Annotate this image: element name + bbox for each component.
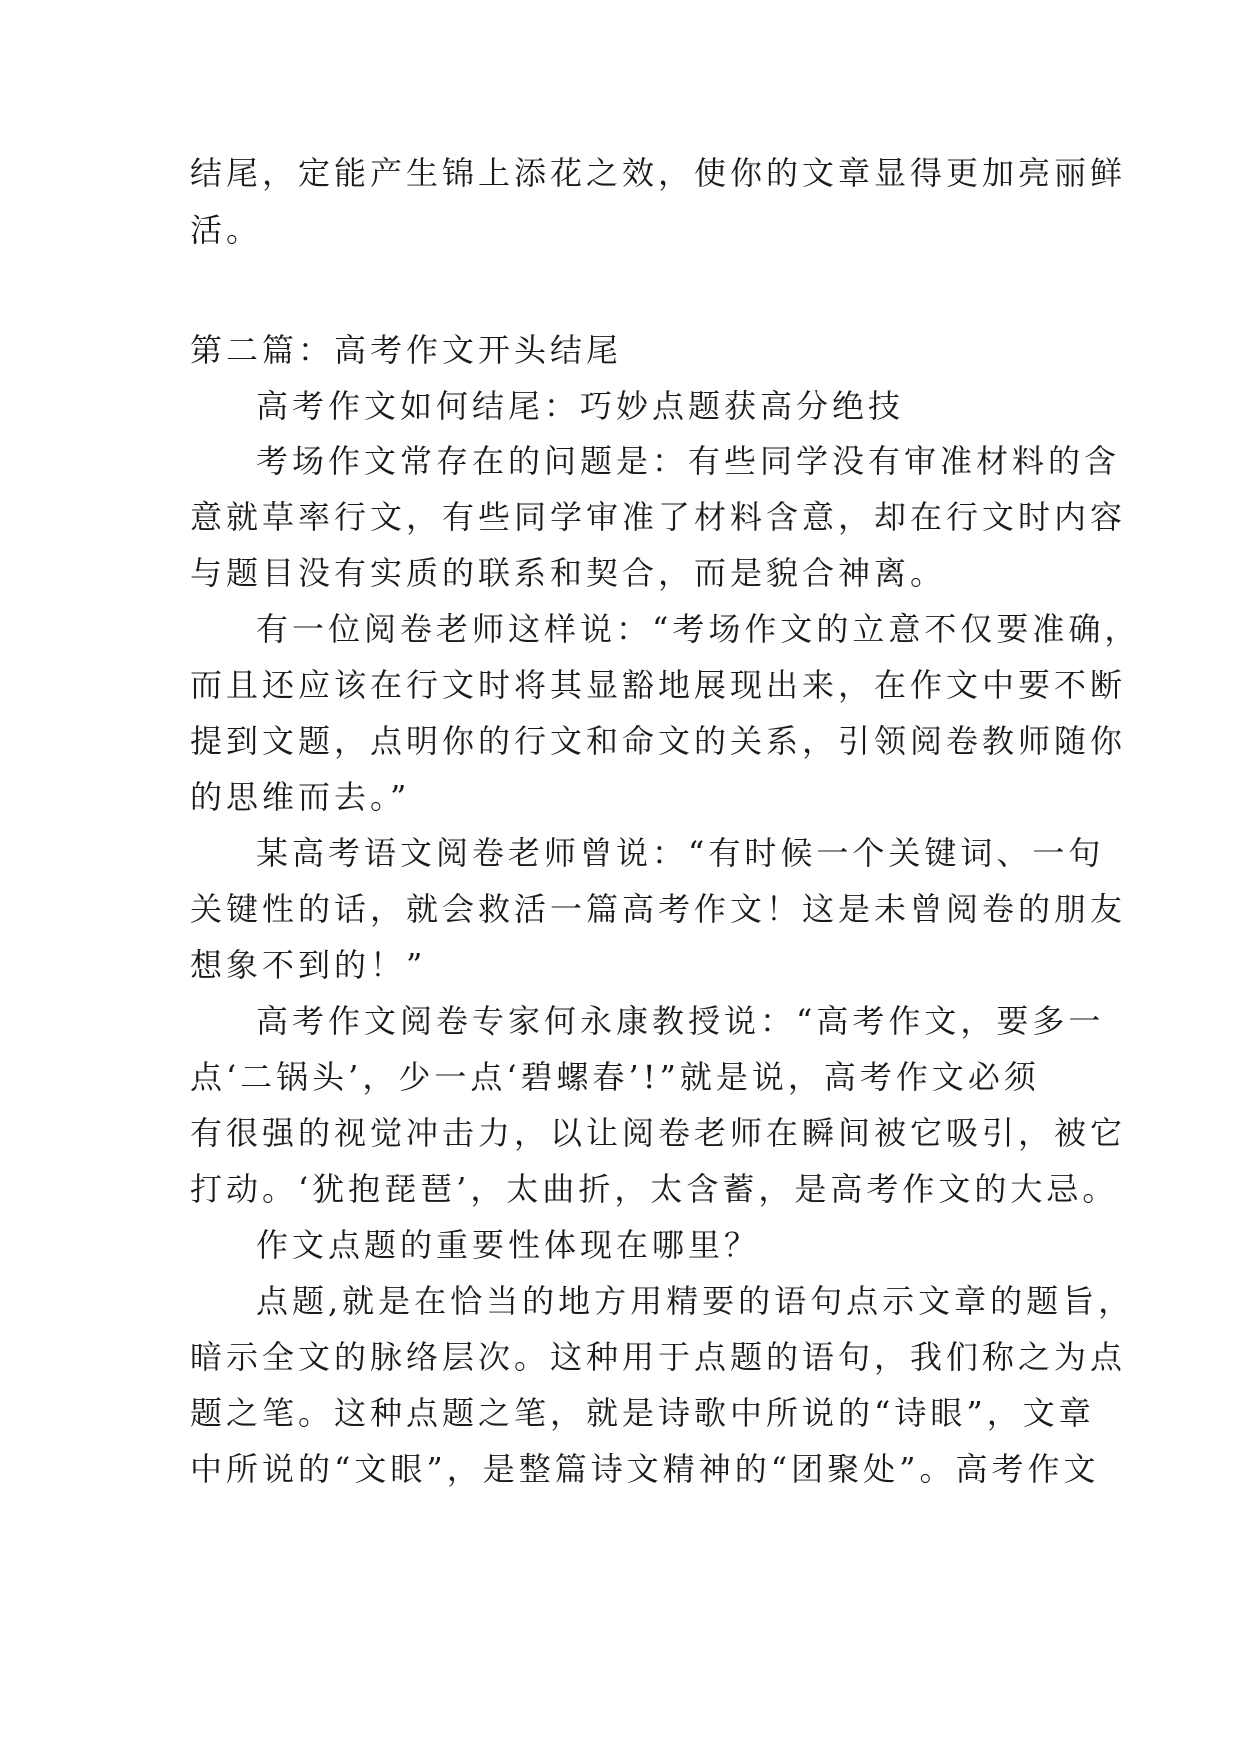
paragraph-line: 作文点题的重要性体现在哪里？ <box>256 1226 761 1264</box>
paragraph-line: 中所说的“文眼”，是整篇诗文精神的“团聚处”。高考作文 <box>190 1450 1100 1488</box>
paragraph-line: 意就草率行文，有些同学审准了材料含意，却在行文时内容 <box>190 498 1127 536</box>
paragraph-line: 打动。‘犹抱琵琶’，太曲折，太含蓄，是高考作文的大忌。 <box>190 1170 1119 1208</box>
paragraph-line: 题之笔。这种点题之笔，就是诗歌中所说的“诗眼”，文章 <box>190 1394 1095 1432</box>
paragraph-line: 高考作文阅卷专家何永康教授说：“高考作文，要多一 <box>256 1002 1105 1040</box>
subtitle: 高考作文如何结尾：巧妙点题获高分绝技 <box>256 387 905 425</box>
text-line: 结尾，定能产生锦上添花之效，使你的文章显得更加亮丽鲜 <box>190 154 1127 192</box>
paragraph-line: 想象不到的！” <box>190 946 427 984</box>
paragraph-line: 而且还应该在行文时将其显豁地展现出来，在作文中要不断 <box>190 666 1127 704</box>
paragraph-line: 点‘二锅头’，少一点‘碧螺春’!”就是说，高考作文必须 <box>190 1058 1040 1096</box>
paragraph-line: 点题,就是在恰当的地方用精要的语句点示文章的题旨， <box>256 1282 1135 1320</box>
paragraph-line: 某高考语文阅卷老师曾说：“有时候一个关键词、一句 <box>256 834 1105 872</box>
paragraph-line: 关键性的话，就会救活一篇高考作文！这是未曾阅卷的朋友 <box>190 890 1127 928</box>
text-line: 活。 <box>190 211 263 249</box>
paragraph-line: 提到文题，点明你的行文和命文的关系，引领阅卷教师随你 <box>190 722 1127 760</box>
paragraph-line: 有很强的视觉冲击力，以让阅卷老师在瞬间被它吸引，被它 <box>190 1114 1127 1152</box>
section-title: 第二篇：高考作文开头结尾 <box>190 331 623 369</box>
paragraph-line: 有一位阅卷老师这样说：“考场作文的立意不仅要准确， <box>256 610 1141 648</box>
paragraph-line: 与题目没有实质的联系和契合，而是貌合神离。 <box>190 554 947 592</box>
paragraph-line: 的思维而去。” <box>190 778 411 816</box>
paragraph-line: 暗示全文的脉络层次。这种用于点题的语句，我们称之为点 <box>190 1338 1127 1376</box>
paragraph-line: 考场作文常存在的问题是：有些同学没有审准材料的含 <box>256 442 1121 480</box>
